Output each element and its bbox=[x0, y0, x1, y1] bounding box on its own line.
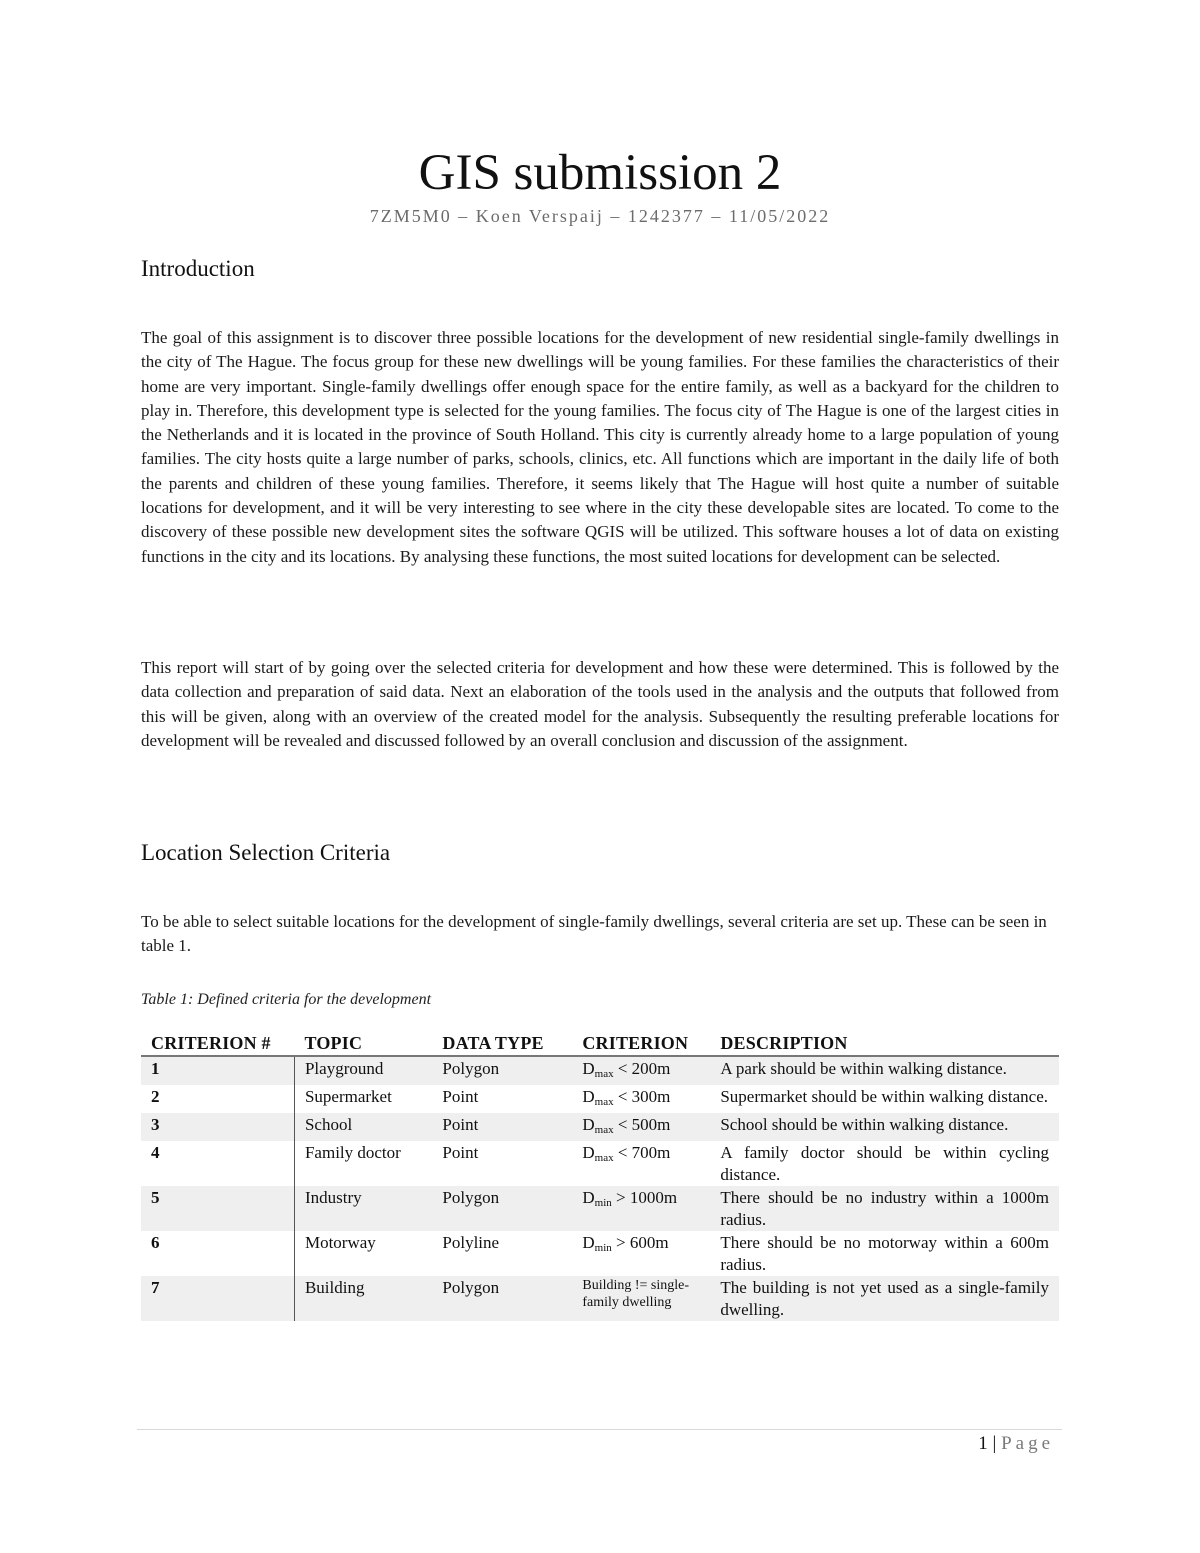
table-row bbox=[141, 1276, 1059, 1321]
cell-criterion bbox=[572, 1141, 710, 1186]
cell-description: The building is not yet used as a single-family dwelling. bbox=[710, 1276, 1059, 1321]
table-row bbox=[141, 1113, 1059, 1141]
cell-criterion-number: 4 bbox=[141, 1141, 294, 1186]
table-row bbox=[141, 1141, 1059, 1186]
table-caption: Table 1: Defined criteria for the development bbox=[141, 991, 432, 1008]
heading-location-selection-criteria: Location Selection Criteria bbox=[141, 840, 391, 865]
criterion-value: < 700m bbox=[613, 1143, 671, 1162]
document-title: GIS submission 2 bbox=[418, 145, 782, 201]
cell-data-type: Polygon bbox=[432, 1186, 572, 1231]
cell-description: A park should be within walking distance. bbox=[710, 1056, 1059, 1085]
cell-data-type: Polygon bbox=[432, 1056, 572, 1085]
footer-divider bbox=[137, 1429, 1062, 1430]
cell-description: Supermarket should be within walking distance. bbox=[720, 1087, 1048, 1106]
criterion-value: < 200m bbox=[613, 1059, 671, 1078]
cell-description: A family doctor should be within cycling distance. bbox=[720, 1143, 1049, 1184]
cell-criterion-number: 2 bbox=[141, 1085, 294, 1113]
criterion-variable: D bbox=[582, 1143, 595, 1162]
footer-separator: | bbox=[992, 1433, 997, 1454]
criterion-subscript: max bbox=[594, 1152, 614, 1164]
cell-criterion-number: 6 bbox=[141, 1231, 294, 1276]
cell-topic: Motorway bbox=[304, 1233, 376, 1252]
header-criterion-number: CRITERION # bbox=[141, 1031, 294, 1056]
cell-description: There should be no industry within a 1000m radius. bbox=[710, 1186, 1059, 1231]
header-description: DESCRIPTION bbox=[710, 1031, 1059, 1056]
criterion-value: < 300m bbox=[613, 1087, 671, 1106]
cell-criterion bbox=[572, 1186, 710, 1231]
criterion-variable: D bbox=[582, 1188, 595, 1207]
criterion-subscript: min bbox=[594, 1197, 612, 1209]
heading-introduction: Introduction bbox=[141, 256, 255, 281]
cell-topic: Building bbox=[294, 1276, 432, 1321]
table-row bbox=[141, 1085, 1059, 1113]
criteria-paragraph: To be able to select suitable locations for the development of single-family dwellings, several criteria are set up. These can be seen in table 1. bbox=[141, 912, 1047, 956]
cell-criterion bbox=[572, 1276, 710, 1321]
criterion-subscript: max bbox=[594, 1096, 614, 1108]
page-footer bbox=[978, 1433, 1054, 1455]
cell-topic: Industry bbox=[294, 1186, 432, 1231]
cell-criterion-number: 5 bbox=[141, 1186, 294, 1231]
cell-criterion bbox=[572, 1113, 710, 1141]
table-row bbox=[141, 1056, 1059, 1085]
cell-criterion bbox=[572, 1085, 710, 1113]
criterion-value: < 500m bbox=[613, 1115, 671, 1134]
criterion-variable: D bbox=[582, 1233, 595, 1252]
cell-topic: Supermarket bbox=[304, 1087, 392, 1106]
criterion-subscript: max bbox=[594, 1124, 614, 1136]
criterion-variable: D bbox=[582, 1115, 595, 1134]
cell-topic: Family doctor bbox=[304, 1143, 401, 1162]
header-topic: TOPIC bbox=[294, 1031, 432, 1056]
criterion-text: Building != single-family dwelling bbox=[582, 1278, 690, 1310]
header-data-type: DATA TYPE bbox=[432, 1031, 572, 1056]
table-header-row bbox=[141, 1031, 1059, 1056]
cell-criterion bbox=[572, 1231, 710, 1276]
introduction-paragraph-2: This report will start of by going over the selected criteria for development and how these were determined. This is followed by the data collection and preparation of said data. Next an elaboration of the tools used in the analysis and the outputs that followed from this will be given, along with an overview of the created model for the analysis. Subsequently the resulting preferable locations for development will be revealed and discussed followed by an overall conclusion and discussion of the assignment. bbox=[141, 658, 1059, 750]
criterion-subscript: min bbox=[594, 1242, 612, 1254]
header-criterion: CRITERION bbox=[572, 1031, 710, 1056]
cell-data-type: Point bbox=[432, 1113, 572, 1141]
cell-topic: School bbox=[294, 1113, 432, 1141]
cell-data-type: Point bbox=[442, 1087, 479, 1106]
cell-description: School should be within walking distance. bbox=[710, 1113, 1059, 1141]
criterion-value: > 1000m bbox=[611, 1188, 678, 1207]
cell-data-type: Polygon bbox=[432, 1276, 572, 1321]
cell-data-type: Polyline bbox=[442, 1233, 500, 1252]
cell-criterion-number: 7 bbox=[141, 1276, 294, 1321]
criterion-variable: D bbox=[582, 1059, 595, 1078]
cell-data-type: Point bbox=[442, 1143, 479, 1162]
criterion-subscript: max bbox=[594, 1068, 614, 1080]
cell-criterion-number: 1 bbox=[141, 1056, 294, 1085]
table-row bbox=[141, 1231, 1059, 1276]
criterion-variable: D bbox=[582, 1087, 595, 1106]
introduction-paragraph-1: The goal of this assignment is to discover three possible locations for the development of new residential single-family dwellings in the city of The Hague. The focus group for these new dwellings will be young families. For these families the characteristics of their home are very important. Single-family dwellings offer enough space for the entire family, as well as a backyard for the children to play in. Therefore, this development type is selected for the young families. The focus city of The Hague is one of the largest cities in the Netherlands and it is located in the province of South Holland. This city is currently already home to a large population of young families. The city hosts quite a large number of parks, schools, clinics, etc. All functions which are important in the daily life of both the parents and children of these young families. Therefore, it seems likely that The Hague will host quite a number of suitable locations for development, and it will be very interesting to see where in the city these developable sites are located. To come to the discovery of these possible new development sites the software QGIS will be utilized. This software houses a lot of data on existing functions in the city and its locations. By analysing these functions, the most suited locations for development can be selected. bbox=[141, 328, 1059, 566]
document-subtitle: 7ZM5M0 – Koen Verspaij – 1242377 – 11/05/2022 bbox=[369, 206, 831, 226]
criterion-value: > 600m bbox=[611, 1233, 669, 1252]
page-label: Page bbox=[1001, 1433, 1054, 1454]
table-row bbox=[141, 1186, 1059, 1231]
criteria-table bbox=[141, 1031, 1059, 1321]
cell-criterion-number: 3 bbox=[141, 1113, 294, 1141]
page-number: 1 bbox=[978, 1433, 988, 1454]
cell-description: There should be no motorway within a 600m radius. bbox=[720, 1233, 1049, 1274]
cell-topic: Playground bbox=[294, 1056, 432, 1085]
cell-criterion bbox=[572, 1056, 710, 1085]
